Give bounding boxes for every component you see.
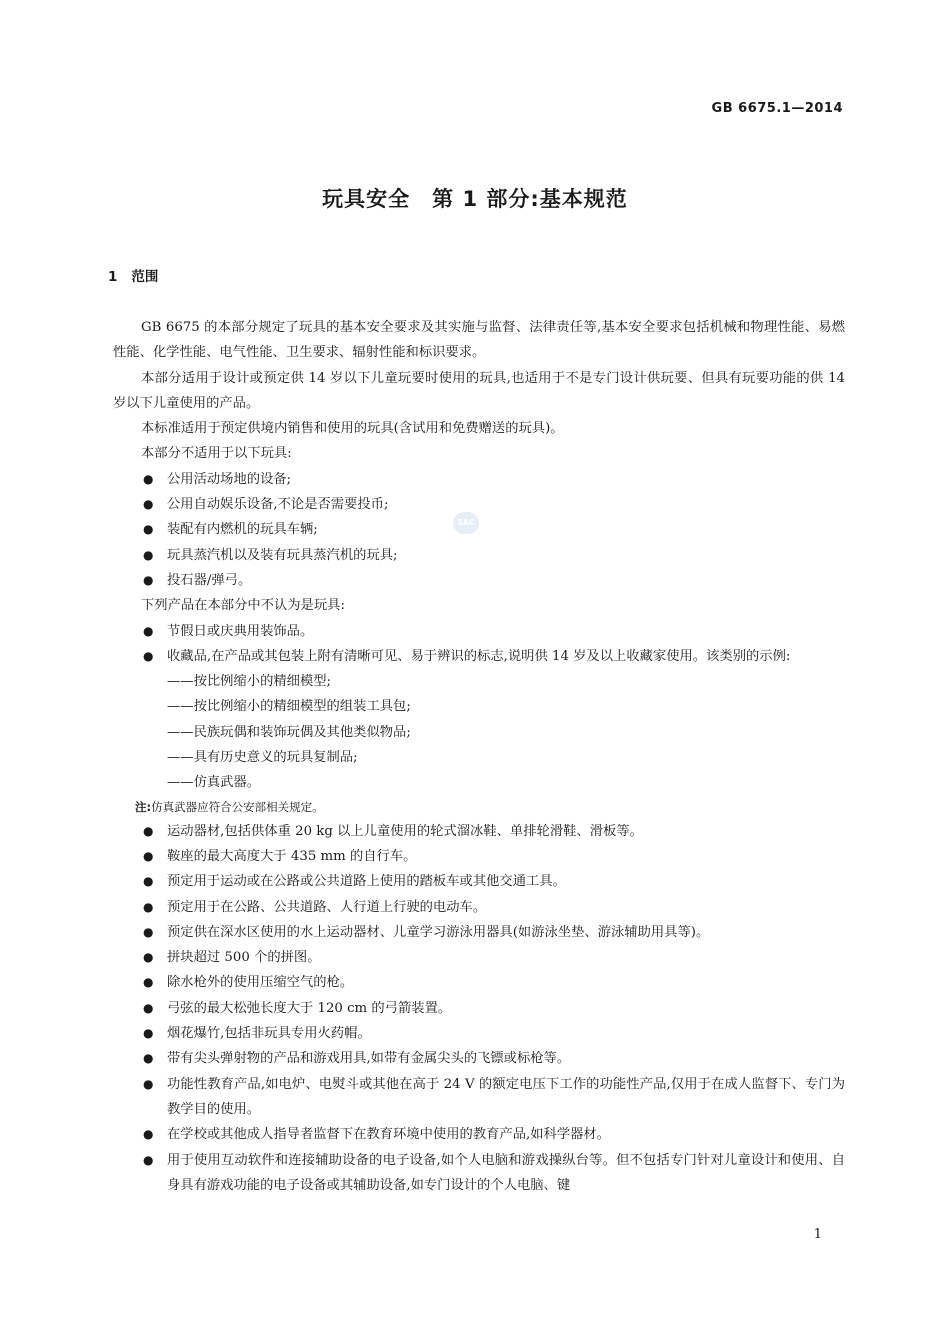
bullet-icon: ● — [143, 522, 154, 537]
paragraph: 本部分不适用于以下玩具: — [141, 446, 292, 462]
list-item: ● 拼块超过 500 个的拼图。 — [113, 945, 845, 970]
bullet-icon: ● — [143, 1076, 154, 1091]
bullet-icon: ● — [143, 1051, 154, 1066]
section-title: 范围 — [131, 269, 159, 285]
bullet-icon: ● — [143, 874, 154, 889]
page-number: 1 — [813, 1227, 822, 1242]
document-body — [113, 315, 845, 1198]
document-title: 玩具安全 第 1 部分:基本规范 — [322, 187, 628, 211]
list-item: ● 在学校或其他成人指导者监督下在教育环境中使用的教育产品,如科学器材。 — [113, 1122, 845, 1147]
bullet-icon: ● — [143, 950, 154, 965]
list-item: ● 烟花爆竹,包括非玩具专用火药帽。 — [113, 1021, 845, 1046]
paragraph: 本标准适用于预定供境内销售和使用的玩具(含试用和免费赠送的玩具)。 — [141, 421, 564, 437]
bullet-icon: ● — [143, 924, 154, 939]
list-item: ● 节假日或庆典用装饰品。 — [113, 619, 845, 644]
watermark-logo: SAC — [453, 512, 479, 534]
note-label: 注: — [135, 799, 152, 814]
list-item: ● 公用活动场地的设备; — [113, 467, 845, 492]
note — [113, 796, 845, 819]
list-item: ● 预定用于在公路、公共道路、人行道上行驶的电动车。 — [113, 895, 845, 920]
bullet-icon: ● — [143, 471, 154, 486]
bullet-icon: ● — [143, 848, 154, 863]
bullet-icon: ● — [143, 899, 154, 914]
dash-item: ——仿真武器。 — [167, 775, 261, 791]
list-item: ● 带有尖头弹射物的产品和游戏用具,如带有金属尖头的飞镖或标枪等。 — [113, 1046, 845, 1071]
list-item: ● 运动器材,包括供体重 20 kg 以上儿童使用的轮式溜冰鞋、单排轮滑鞋、滑板等。 — [113, 819, 845, 844]
bullet-icon: ● — [143, 547, 154, 562]
bullet-icon: ● — [143, 975, 154, 990]
list-item: ● 公用自动娱乐设备,不论是否需要投币; — [113, 492, 845, 517]
dash-item: ——民族玩偶和装饰玩偶及其他类似物品; — [167, 724, 411, 740]
dash-item: ——具有历史意义的玩具复制品; — [167, 750, 358, 766]
list-item: ● 收藏品,在产品或其包装上附有清晰可见、易于辨识的标志,说明供 14 岁及以上收藏家使用。该类别的示例: — [113, 644, 845, 669]
list-item: ● 装配有内燃机的玩具车辆; — [113, 517, 845, 542]
list-item: ● 预定供在深水区使用的水上运动器材、儿童学习游泳用器具(如游泳坐垫、游泳辅助用具等)。 — [113, 920, 845, 945]
bullet-icon: ● — [143, 623, 154, 638]
list-item: ● 弓弦的最大松弛长度大于 120 cm 的弓箭装置。 — [113, 996, 845, 1021]
standard-code: GB 6675.1—2014 — [711, 101, 843, 116]
list-item: ● 投石器/弹弓。 — [113, 568, 845, 593]
bullet-icon: ● — [143, 1152, 154, 1167]
bullet-icon: ● — [143, 497, 154, 512]
paragraph: 下列产品在本部分中不认为是玩具: — [141, 598, 345, 614]
list-item: ● 玩具蒸汽机以及装有玩具蒸汽机的玩具; — [113, 543, 845, 568]
list-item: ● 预定用于运动或在公路或公共道路上使用的踏板车或其他交通工具。 — [113, 869, 845, 894]
bullet-icon: ● — [143, 1000, 154, 1015]
bullet-icon: ● — [143, 572, 154, 587]
paragraph: 本部分适用于设计或预定供 14 岁以下儿童玩要时使用的玩具,也适用于不是专门设计供玩要、但具有玩要功能的供 14 岁以下儿童使用的产品。 — [113, 370, 845, 411]
section-number: 1 — [108, 269, 118, 285]
list-item: ● 用于使用互动软件和连接辅助设备的电子设备,如个人电脑和游戏操纵台等。但不包括专门针对儿童设计和使用、自身具有游戏功能的电子设备或其辅助设备,如专门设计的个人电脑、键 — [113, 1148, 845, 1199]
bullet-icon: ● — [143, 648, 154, 663]
list-item: ● 鞍座的最大高度大于 435 mm 的自行车。 — [113, 844, 845, 869]
dash-item: ——按比例缩小的精细模型的组装工具包; — [167, 699, 411, 715]
list-item: ● 除水枪外的使用压缩空气的枪。 — [113, 970, 845, 995]
paragraph: GB 6675 的本部分规定了玩具的基本安全要求及其实施与监督、法律责任等,基本安全要求包括机械和物理性能、易燃性能、化学性能、电气性能、卫生要求、辐射性能和标识要求。 — [113, 320, 845, 361]
list-item: ● 功能性教育产品,如电炉、电熨斗或其他在高于 24 V 的额定电压下工作的功能性产品,仅用于在成人监督下、专门为教学目的使用。 — [113, 1072, 845, 1123]
bullet-icon: ● — [143, 1026, 154, 1041]
bullet-icon: ● — [143, 823, 154, 838]
bullet-icon: ● — [143, 1127, 154, 1142]
section-heading — [108, 265, 158, 285]
note-text: 仿真武器应符合公安部相关规定。 — [151, 799, 324, 814]
dash-item: ——按比例缩小的精细模型; — [167, 674, 332, 690]
